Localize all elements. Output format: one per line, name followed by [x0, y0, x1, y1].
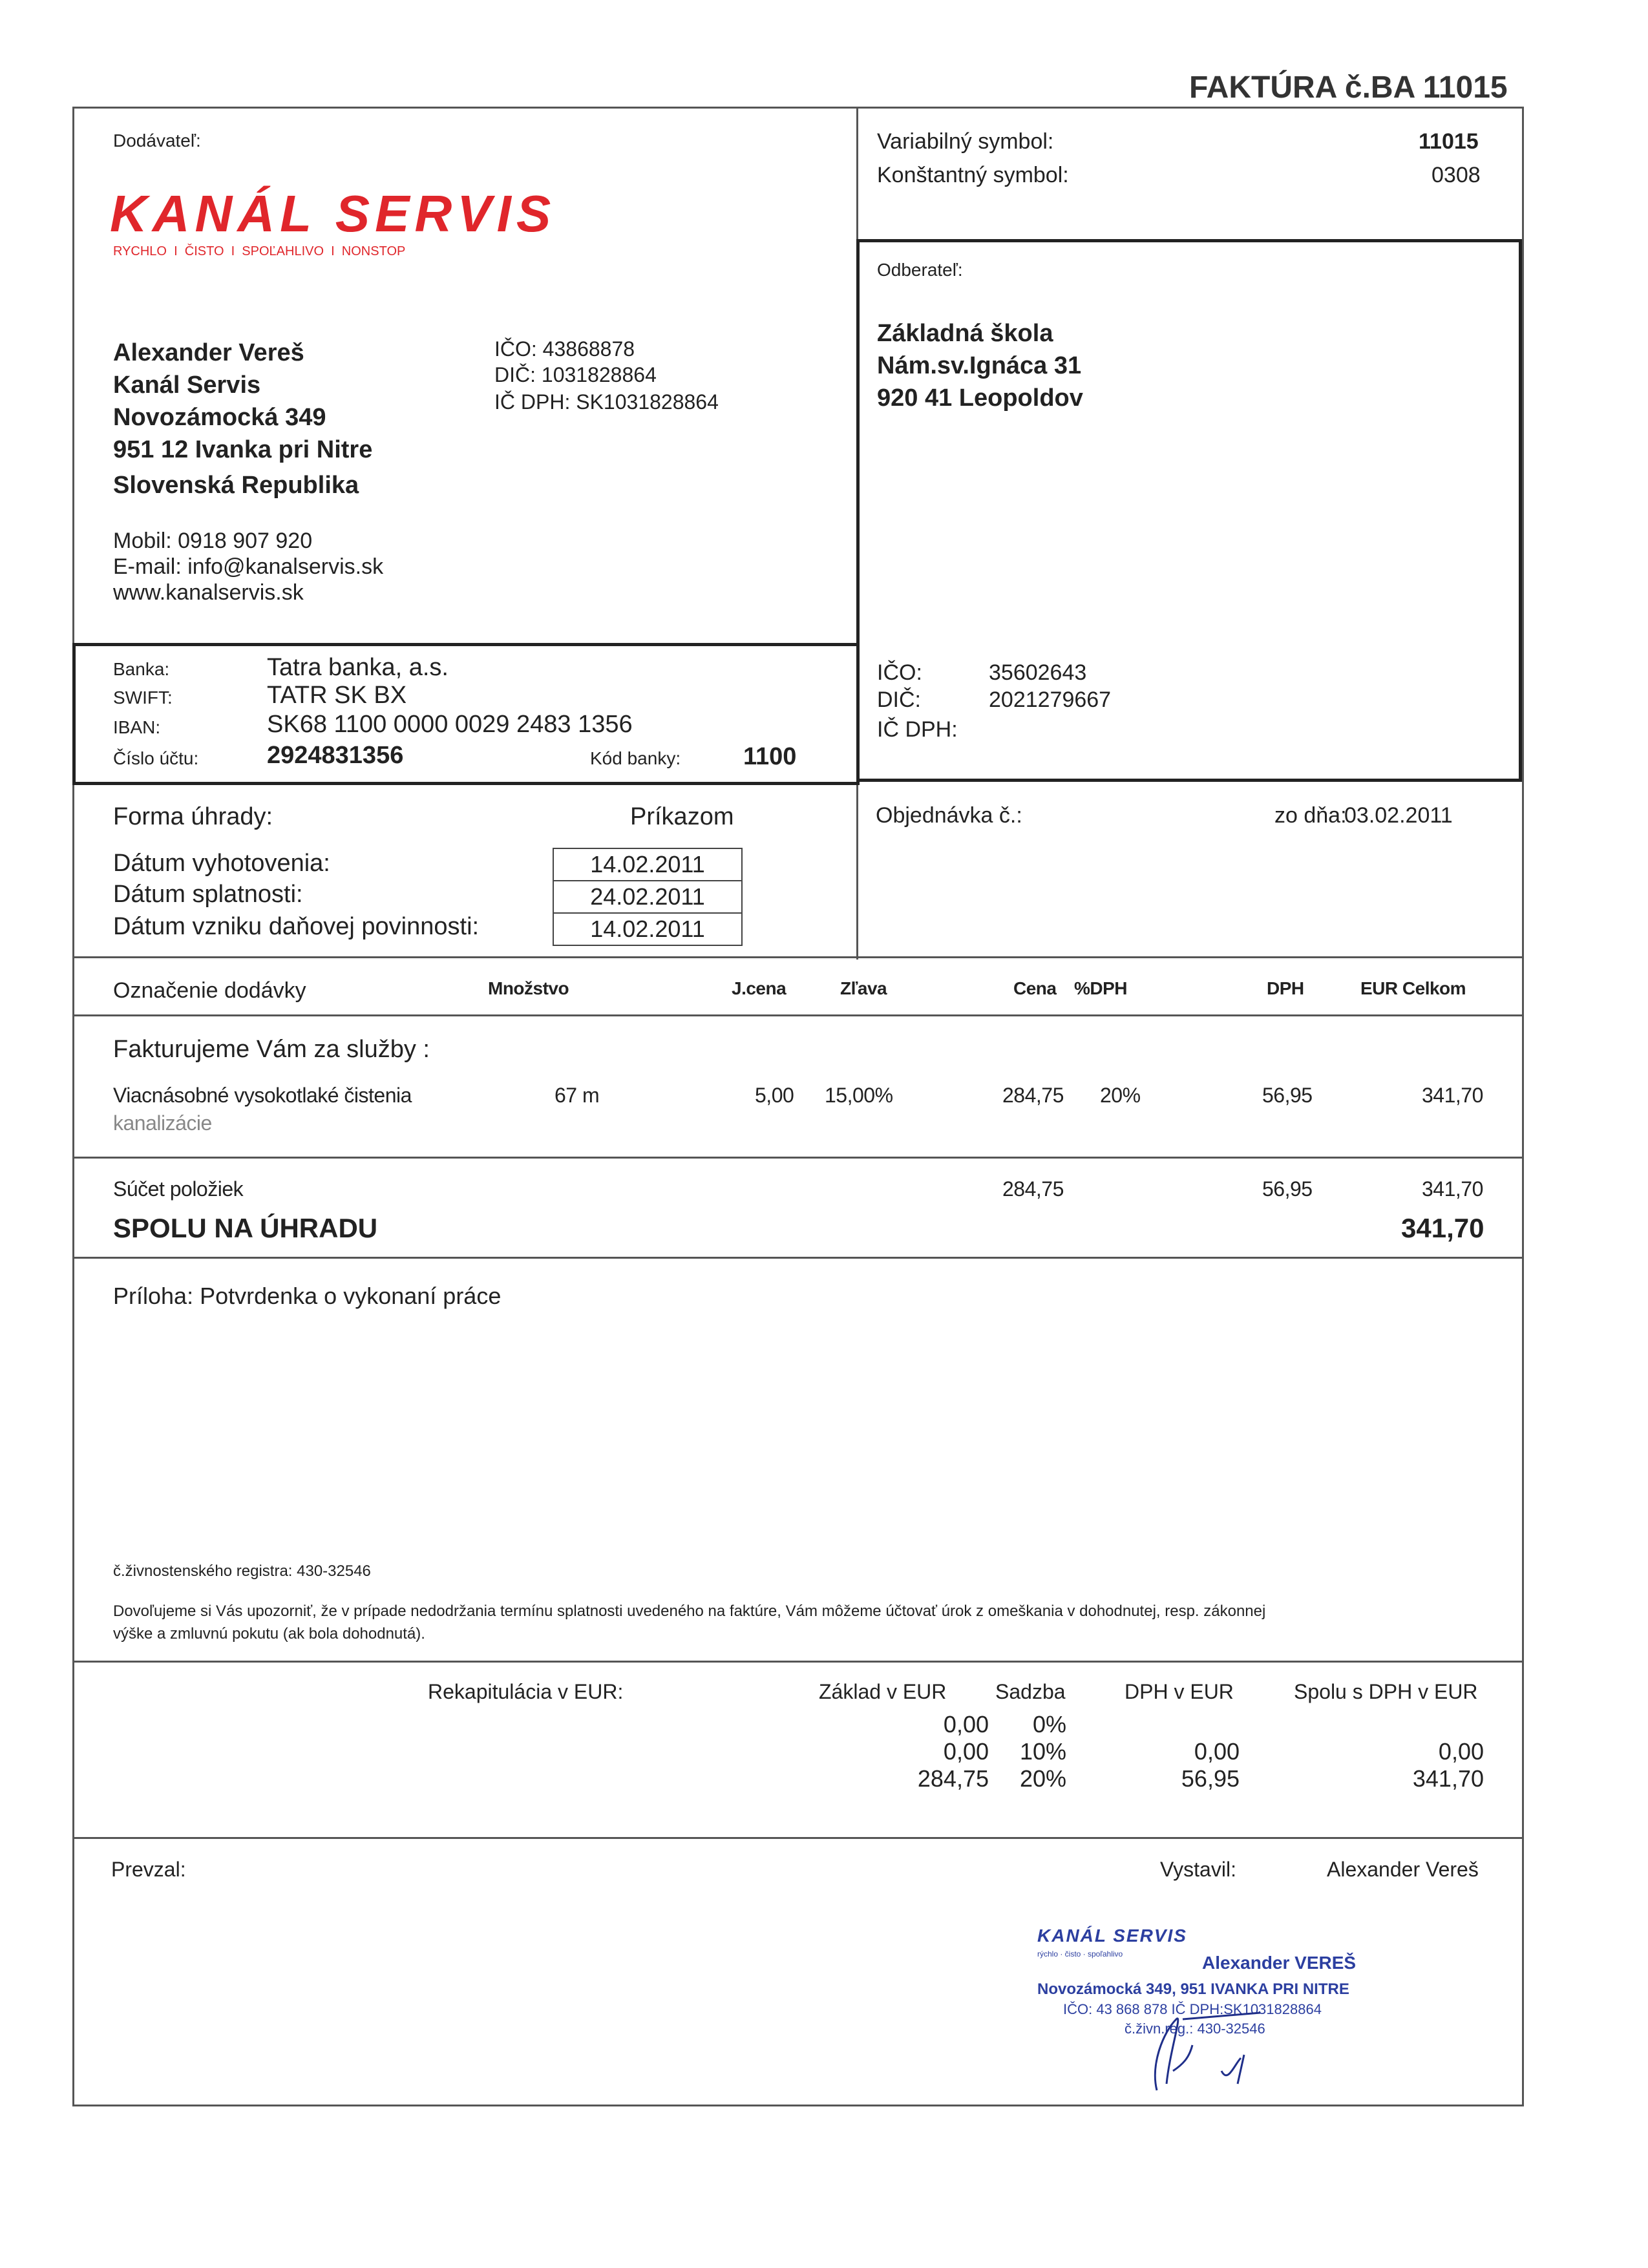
recap-row1-rate: 0%	[1032, 1711, 1066, 1738]
item-discount: 15,00%	[825, 1084, 893, 1107]
recap-vat-header: DPH v EUR	[1125, 1680, 1234, 1703]
stamp-name: Alexander VEREŠ	[1202, 1953, 1357, 1973]
items-intro: Fakturujeme Vám za služby :	[113, 1036, 430, 1063]
sep-dates	[72, 956, 1524, 958]
constant-symbol-label: Konštantný symbol:	[877, 163, 1069, 187]
invoice-title: FAKTÚRA č.BA 11015	[1189, 70, 1508, 105]
supplier-city: 951 12 Ivanka pri Nitre	[113, 436, 373, 463]
col-unit-price-header: J.cena	[732, 978, 787, 998]
customer-icdph-label: IČ DPH:	[877, 717, 958, 742]
recap-row3-vat: 56,95	[1181, 1765, 1240, 1792]
account-label: Číslo účtu:	[113, 748, 199, 768]
grand-total-label: SPOLU NA ÚHRADU	[113, 1213, 378, 1243]
bank-code-value: 1100	[743, 743, 797, 770]
col-desc-header: Označenie dodávky	[113, 978, 306, 1003]
bank-code-label: Kód banky:	[590, 748, 681, 768]
col-vat-pct-header: %DPH	[1074, 978, 1128, 998]
swift-value: TATR SK BX	[267, 682, 407, 709]
frame-right	[1522, 107, 1524, 2106]
variable-symbol-label: Variabilný symbol:	[877, 129, 1054, 154]
item-total: 341,70	[1422, 1084, 1483, 1107]
sum-total: 341,70	[1422, 1177, 1483, 1201]
stamp-logo: KANÁL SERVIS	[1037, 1926, 1187, 1946]
company-logo: KANÁL SERVIS	[110, 185, 556, 242]
frame-top	[72, 107, 1524, 109]
swift-label: SWIFT:	[113, 688, 173, 708]
stamp-tagline: rýchlo · čisto · spoľahlivo	[1037, 1949, 1123, 1958]
supplier-dic: DIČ: 1031828864	[494, 363, 657, 386]
supplier-web: www.kanalservis.sk	[113, 580, 304, 605]
due-date-value: 24.02.2011	[553, 880, 743, 914]
customer-ico-label: IČO:	[877, 660, 922, 685]
tax-date-value: 14.02.2011	[553, 912, 743, 946]
issued-by-name: Alexander Vereš	[1327, 1858, 1479, 1881]
col-discount-header: Zľava	[840, 978, 887, 998]
stamp-address: Novozámocká 349, 951 IVANKA PRI NITRE	[1037, 1980, 1349, 1998]
recap-label: Rekapitulácia v EUR:	[428, 1680, 624, 1703]
supplier-label: Dodávateľ:	[113, 131, 201, 151]
recap-base-header: Základ v EUR	[819, 1680, 947, 1703]
sep-items	[72, 1157, 1524, 1159]
supplier-email: E-mail: info@kanalservis.sk	[113, 554, 384, 579]
customer-label: Odberateľ:	[877, 260, 963, 280]
bank-label: Banka:	[113, 659, 170, 679]
issue-date-label: Dátum vyhotovenia:	[113, 850, 330, 877]
supplier-company: Kanál Servis	[113, 372, 261, 399]
constant-symbol-value: 0308	[1431, 163, 1481, 187]
item-desc-continued: kanalizácie	[113, 1111, 212, 1135]
bank-value: Tatra banka, a.s.	[267, 654, 449, 681]
recap-row2-total: 0,00	[1438, 1738, 1484, 1765]
frame-left	[72, 107, 74, 2106]
grand-total-value: 341,70	[1401, 1213, 1484, 1243]
recap-total-header: Spolu s DPH v EUR	[1294, 1680, 1478, 1703]
col-price-header: Cena	[1013, 978, 1057, 998]
customer-street: Nám.sv.Ignáca 31	[877, 352, 1082, 379]
recap-row3-base: 284,75	[917, 1765, 989, 1792]
supplier-name: Alexander Vereš	[113, 339, 304, 366]
recap-row1-base: 0,00	[943, 1711, 989, 1738]
register-number: č.živnostenského registra: 430-32546	[113, 1562, 371, 1580]
sep-notes	[72, 1661, 1524, 1663]
frame-bottom	[72, 2105, 1524, 2106]
variable-symbol-value: 11015	[1419, 129, 1479, 154]
stamp-ids: IČO: 43 868 878 IČ DPH:SK1031828864	[1063, 2001, 1322, 2017]
company-tagline: RYCHLO I ČISTO I SPOĽAHLIVO I NONSTOP	[113, 244, 406, 258]
col-vat-header: DPH	[1267, 978, 1304, 998]
recap-row3-rate: 20%	[1019, 1765, 1066, 1792]
item-unit-price: 5,00	[755, 1084, 794, 1107]
company-stamp	[1034, 1922, 1396, 2103]
issue-date-value: 14.02.2011	[553, 848, 743, 881]
supplier-icdph: IČ DPH: SK1031828864	[494, 390, 719, 414]
supplier-street: Novozámocká 349	[113, 404, 326, 431]
recap-rate-header: Sadzba	[995, 1680, 1066, 1703]
supplier-country: Slovenská Republika	[113, 472, 359, 499]
tax-date-label: Dátum vzniku daňovej povinnosti:	[113, 913, 480, 940]
sum-label: Súčet položiek	[113, 1177, 244, 1201]
recap-row2-base: 0,00	[943, 1738, 989, 1765]
account-value: 2924831356	[267, 742, 404, 769]
sum-price: 284,75	[1002, 1177, 1064, 1201]
payment-warning-line1: Dovoľujeme si Vás upozorniť, že v prípade nedodržania termínu splatnosti uvedeného na faktúre, Vám môžeme účtovať úrok z omeškania v dohodnutej, resp. zákonnej	[113, 1602, 1266, 1620]
recap-row2-vat: 0,00	[1194, 1738, 1240, 1765]
iban-label: IBAN:	[113, 717, 161, 737]
sep-recap	[72, 1837, 1524, 1839]
sep-items-header-bottom	[72, 1014, 1524, 1016]
item-qty: 67 m	[555, 1084, 600, 1107]
customer-name: Základná škola	[877, 320, 1053, 347]
due-date-label: Dátum splatnosti:	[113, 881, 303, 908]
item-desc: Viacnásobné vysokotlaké čistenia	[113, 1084, 412, 1107]
item-vat: 56,95	[1262, 1084, 1313, 1107]
order-label: Objednávka č.:	[876, 803, 1022, 828]
payment-warning-line2: výške a zmluvnú pokutu (ak bola dohodnutá).	[113, 1625, 425, 1643]
col-qty-header: Množstvo	[488, 978, 569, 998]
customer-dic-value: 2021279667	[989, 688, 1112, 712]
customer-dic-label: DIČ:	[877, 688, 921, 712]
supplier-mobile: Mobil: 0918 907 920	[113, 529, 313, 553]
signature	[1131, 1993, 1273, 2097]
item-price: 284,75	[1002, 1084, 1064, 1107]
recap-row3-total: 341,70	[1412, 1765, 1484, 1792]
issued-by-label: Vystavil:	[1160, 1858, 1236, 1881]
customer-ico-value: 35602643	[989, 660, 1087, 685]
col-total-header: EUR Celkom	[1360, 978, 1466, 998]
customer-city: 920 41 Leopoldov	[877, 384, 1083, 412]
payment-form-value: Príkazom	[630, 803, 734, 830]
sep-sum	[72, 1257, 1524, 1259]
attachment: Príloha: Potvrdenka o vykonaní práce	[113, 1283, 502, 1309]
supplier-ico: IČO: 43868878	[494, 337, 635, 361]
order-date-value: 03.02.2011	[1344, 803, 1453, 828]
sum-vat: 56,95	[1262, 1177, 1313, 1201]
order-date-label: zo dňa:	[1274, 803, 1347, 828]
stamp-register: č.živn.reg.: 430-32546	[1125, 2021, 1265, 2037]
received-by-label: Prevzal:	[111, 1858, 186, 1881]
item-vat-pct: 20%	[1100, 1084, 1141, 1107]
recap-row2-rate: 10%	[1019, 1738, 1066, 1765]
iban-value: SK68 1100 0000 0029 2483 1356	[267, 711, 633, 738]
payment-form-label: Forma úhrady:	[113, 803, 273, 830]
